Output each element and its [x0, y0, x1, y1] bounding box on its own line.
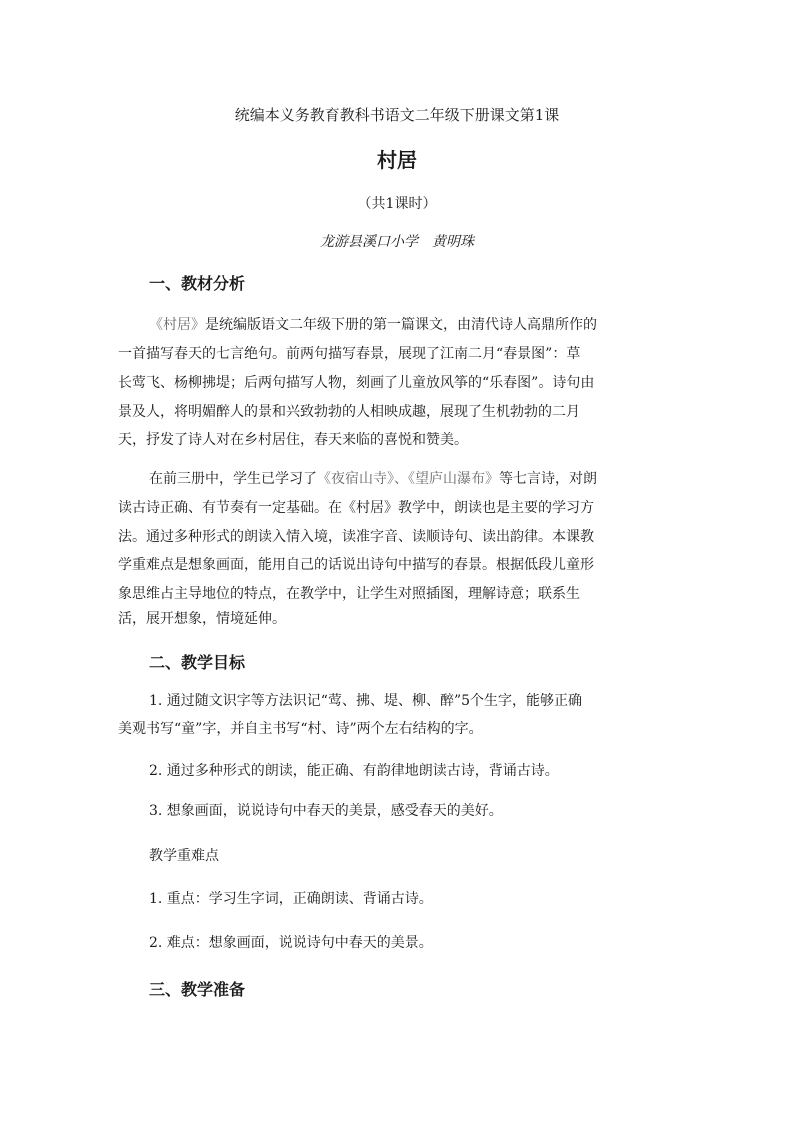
author-line: 龙游县溪口小学 黄明珠	[320, 234, 474, 250]
lesson-title: 村居	[377, 148, 417, 172]
paragraph-text: 等七言诗，对朗	[499, 471, 597, 487]
keypoints-label: 教学重难点	[149, 848, 219, 864]
paragraph-line: 读古诗正确、有节奏有一定基础。在《村居》教学中，朗读也是主要的学习方	[118, 500, 594, 516]
lesson-duration: （共1课时）	[357, 196, 437, 212]
paragraph-line: 活，展开想象，情境延伸。	[118, 611, 286, 627]
paragraph-line	[149, 314, 597, 334]
paragraph-line: 天，抒发了诗人对在乡村居住，春天来临的喜悦和赞美。	[118, 432, 468, 448]
section-heading-goals: 二、教学目标	[149, 653, 246, 672]
keypoint-item: 2. 难点：想象画面，说说诗句中春天的美景。	[149, 935, 433, 951]
paragraph-line: 象思维占主导地位的特点，在教学中，让学生对照插图，理解诗意；联系生	[118, 586, 580, 602]
paragraph-line: 法。通过多种形式的朗读入情入境，读准字音、读顺诗句、读出韵律。本课教	[118, 529, 594, 545]
goal-item: 1. 通过随文识字等方法识记“莺、拂、堤、柳、醉”5个生字，能够正确	[149, 693, 583, 709]
section-heading-preparation: 三、教学准备	[149, 980, 246, 999]
goal-item-continuation: 美观书写“童”字，并自主书写“村、诗”两个左右结构的字。	[118, 721, 483, 737]
paragraph-line: 长莺飞、杨柳拂堤；后两句描写人物，刻画了儿童放风筝的“乐春图”。诗句由	[118, 375, 595, 391]
section-heading-analysis: 一、教材分析	[149, 274, 246, 293]
lesson-name-highlight: 《村居》	[149, 317, 205, 333]
goal-item: 3. 想象画面，说说诗句中春天的美景，感受春天的美好。	[149, 803, 503, 819]
paragraph-line: 一首描写春天的七言绝句。前两句描写春景，展现了江南二月“春景图”：草	[118, 346, 581, 362]
paragraph-line: 景及人，将明媚醉人的景和兴致勃勃的人相映成趣，展现了生机勃勃的二月	[118, 404, 580, 420]
keypoint-item: 1. 重点：学习生字词，正确朗读、背诵古诗。	[149, 891, 433, 907]
course-header: 统编本义务教育教科书语文二年级下册课文第1课	[234, 106, 560, 124]
poem-names-highlight: 《夜宿山寺》、《望庐山瀑布》	[317, 471, 499, 487]
paragraph-line	[149, 468, 597, 488]
paragraph-text: 在前三册中，学生已学习了	[149, 471, 317, 487]
paragraph-line: 学重难点是想象画面，能用自己的话说出诗句中描写的春景。根据低段儿童形	[118, 557, 594, 573]
paragraph-text: 是统编版语文二年级下册的第一篇课文，由清代诗人高鼎所作的	[205, 317, 597, 333]
goal-item: 2. 通过多种形式的朗读，能正确、有韵律地朗读古诗，背诵古诗。	[149, 763, 559, 779]
